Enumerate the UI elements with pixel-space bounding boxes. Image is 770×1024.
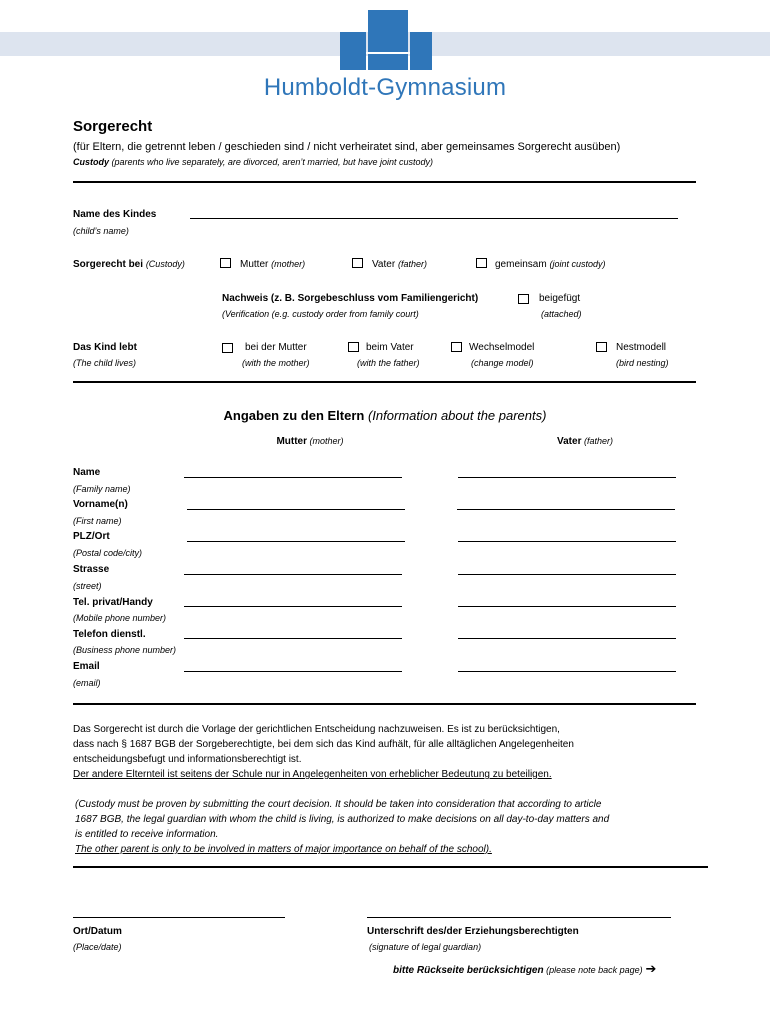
field-label-business-phone-en: (Business phone number) bbox=[73, 645, 177, 655]
back-page-note-en: (please note back page) bbox=[543, 965, 643, 975]
school-name: Humboldt-Gymnasium bbox=[263, 74, 507, 101]
divider bbox=[73, 181, 696, 183]
subtitle-english-bold: Custody bbox=[73, 157, 109, 167]
divider bbox=[73, 703, 696, 705]
field-label-business-phone: Telefon dienstl. bbox=[73, 629, 146, 640]
custody-mother-label-en: (mother) bbox=[271, 259, 306, 269]
custody-mother-label: Mutter bbox=[240, 259, 269, 270]
divider bbox=[73, 381, 696, 383]
lives-mother-label-en: (with the mother) bbox=[242, 358, 310, 368]
field-label-postal: PLZ/Ort bbox=[73, 531, 110, 542]
father-column-header bbox=[485, 436, 685, 447]
custody-mother-option bbox=[240, 259, 305, 270]
proof-label: Nachweis (z. B. Sorgebeschluss vom Familiengericht) bbox=[222, 293, 479, 304]
notice-de-line4: Der andere Elternteil ist seitens der Schule nur in Angelegenheiten von erheblicher Bedeutung zu beteiligen. bbox=[73, 769, 552, 780]
lives-father-label: beim Vater bbox=[366, 342, 414, 353]
notice-de-line2: dass nach § 1687 BGB der Sorgeberechtigte, bei dem sich das Kind aufhält, für alle alltäglichen Angelegenheiten bbox=[73, 739, 574, 750]
lives-father-checkbox[interactable] bbox=[348, 342, 359, 352]
father-column-en: (father) bbox=[581, 436, 613, 446]
field-label-mobile: Tel. privat/Handy bbox=[73, 597, 153, 608]
field-label-email: Email bbox=[73, 661, 100, 672]
notice-en-line1: (Custody must be proven by submitting the court decision. It should be taken into consideration that according to article bbox=[75, 799, 602, 810]
field-label-firstname-en: (First name) bbox=[73, 516, 122, 526]
notice-en-line3: is entitled to receive information. bbox=[75, 829, 219, 840]
lives-mother-label: bei der Mutter bbox=[245, 342, 307, 353]
notice-de-line3: entscheidungsbefugt und informationsberechtigt ist. bbox=[73, 754, 302, 765]
father-column-de: Vater bbox=[557, 436, 582, 447]
custody-joint-option bbox=[495, 259, 606, 270]
child-name-field[interactable] bbox=[190, 218, 678, 219]
parents-heading-en: (Information about the parents) bbox=[364, 408, 547, 423]
child-name-label-en: (child’s name) bbox=[73, 226, 129, 236]
lives-change-checkbox[interactable] bbox=[451, 342, 462, 352]
place-date-field[interactable] bbox=[73, 917, 285, 918]
lives-label: Das Kind lebt bbox=[73, 342, 137, 353]
custody-joint-label-en: (joint custody) bbox=[549, 259, 606, 269]
mother-firstname-field[interactable] bbox=[187, 509, 405, 510]
signature-label-en: (signature of legal guardian) bbox=[369, 942, 482, 952]
lives-nesting-label: Nestmodell bbox=[616, 342, 667, 353]
lives-label-en: (The child lives) bbox=[73, 358, 137, 368]
custody-father-checkbox[interactable] bbox=[352, 258, 363, 268]
school-logo bbox=[338, 10, 434, 70]
proof-attached-label-en: (attached) bbox=[541, 309, 582, 319]
divider bbox=[73, 866, 708, 868]
mother-column-header bbox=[210, 436, 410, 447]
lives-nesting-checkbox[interactable] bbox=[596, 342, 607, 352]
field-label-name: Name bbox=[73, 467, 101, 478]
place-date-label-en: (Place/date) bbox=[73, 942, 122, 952]
field-label-mobile-en: (Mobile phone number) bbox=[73, 613, 167, 623]
proof-label-en: (Verification (e.g. custody order from family court) bbox=[222, 309, 419, 319]
field-label-firstname: Vorname(n) bbox=[73, 499, 128, 510]
mother-postal-field[interactable] bbox=[187, 541, 405, 542]
proof-attached-checkbox[interactable] bbox=[518, 294, 529, 304]
custody-label-en: (Custody) bbox=[145, 259, 185, 269]
father-name-field[interactable] bbox=[458, 477, 676, 478]
father-email-field[interactable] bbox=[458, 671, 676, 672]
signature-field[interactable] bbox=[367, 917, 671, 918]
custody-joint-checkbox[interactable] bbox=[476, 258, 487, 268]
lives-change-label: Wechselmodel bbox=[469, 342, 535, 353]
notice-de-line1: Das Sorgerecht ist durch die Vorlage der gerichtlichen Entscheidung nachzuweisen. Es ist zu berücksichtigen, bbox=[73, 724, 560, 735]
parents-heading-de: Angaben zu den Eltern bbox=[223, 408, 365, 423]
signature-label: Unterschrift des/der Erziehungsberechtigten bbox=[367, 926, 579, 937]
field-label-street: Strasse bbox=[73, 564, 110, 575]
page-title: Sorgerecht bbox=[73, 118, 153, 135]
mother-column-en: (mother) bbox=[307, 436, 344, 446]
lives-mother-checkbox[interactable] bbox=[222, 343, 233, 353]
mother-business-phone-field[interactable] bbox=[184, 638, 402, 639]
mother-name-field[interactable] bbox=[184, 477, 402, 478]
child-name-label: Name des Kindes bbox=[73, 209, 157, 220]
lives-father-label-en: (with the father) bbox=[357, 358, 420, 368]
mother-column-de: Mutter bbox=[276, 436, 308, 447]
back-page-note bbox=[393, 962, 656, 977]
lives-change-label-en: (change model) bbox=[471, 358, 534, 368]
father-firstname-field[interactable] bbox=[457, 509, 675, 510]
custody-mother-checkbox[interactable] bbox=[220, 258, 231, 268]
field-label-name-en: (Family name) bbox=[73, 484, 131, 494]
custody-label-de: Sorgerecht bei bbox=[73, 259, 144, 270]
custody-father-label: Vater bbox=[372, 259, 396, 270]
field-label-street-en: (street) bbox=[73, 581, 102, 591]
custody-father-label-en: (father) bbox=[397, 259, 427, 269]
back-page-note-de: bitte Rückseite berücksichtigen bbox=[393, 965, 544, 976]
custody-label bbox=[73, 259, 185, 270]
custody-joint-label: gemeinsam bbox=[495, 259, 547, 270]
custody-father-option bbox=[372, 259, 427, 270]
subtitle-english bbox=[73, 157, 433, 167]
proof-attached-label: beigefügt bbox=[539, 293, 581, 304]
field-label-email-en: (email) bbox=[73, 678, 101, 688]
father-postal-field[interactable] bbox=[458, 541, 676, 542]
father-business-phone-field[interactable] bbox=[458, 638, 676, 639]
subtitle-english-rest: (parents who live separately, are divorced, aren’t married, but have joint custody) bbox=[109, 157, 433, 167]
mother-email-field[interactable] bbox=[184, 671, 402, 672]
place-date-label: Ort/Datum bbox=[73, 926, 122, 937]
lives-nesting-label-en: (bird nesting) bbox=[616, 358, 669, 368]
arrow-right-icon: ➔ bbox=[645, 962, 657, 977]
parents-heading bbox=[0, 408, 770, 423]
father-street-field[interactable] bbox=[458, 574, 676, 575]
mother-street-field[interactable] bbox=[184, 574, 402, 575]
notice-en-line2: 1687 BGB, the legal guardian with whom the child is living, is authorized to make decisions on all day-to-day matters and bbox=[75, 814, 610, 825]
father-mobile-field[interactable] bbox=[458, 606, 676, 607]
subtitle-german: (für Eltern, die getrennt leben / geschieden sind / nicht verheiratet sind, aber gemeinsames Sorgerecht ausüben) bbox=[73, 141, 621, 153]
field-label-postal-en: (Postal code/city) bbox=[73, 548, 143, 558]
mother-mobile-field[interactable] bbox=[184, 606, 402, 607]
notice-en-line4: The other parent is only to be involved in matters of major importance on behalf of the school). bbox=[75, 844, 492, 855]
